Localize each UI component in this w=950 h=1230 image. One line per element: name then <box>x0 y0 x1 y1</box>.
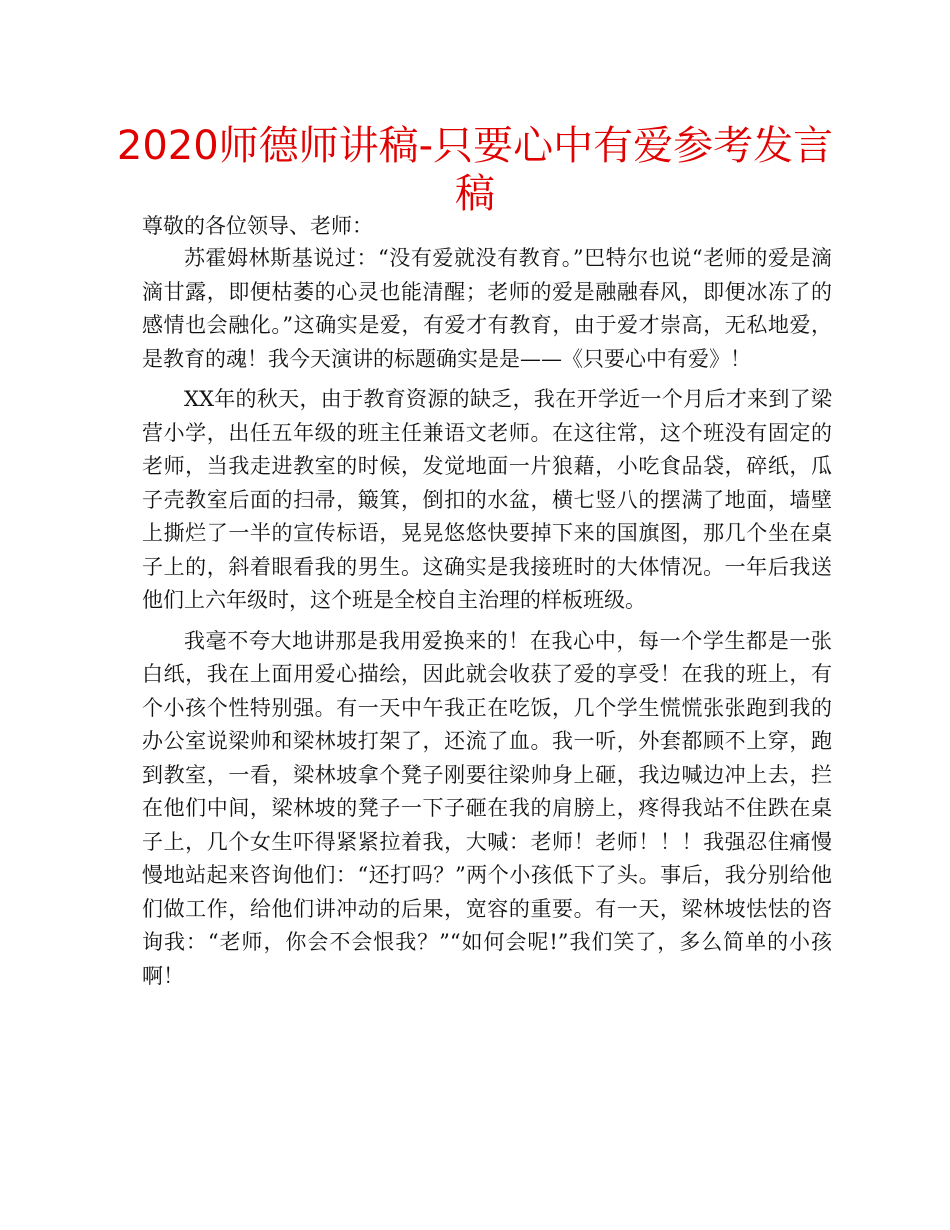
paragraph-1: 苏霍姆林斯基说过：“没有爱就没有教育。”巴特尔也说“老师的爱是滴滴甘露，即便枯萎的心灵也能清醒；老师的爱是融融春风，即便冰冻了的感情也会融化。”这确实是爱，有爱才有教育，由于爱才崇高，无私地爱，是教育的魂！我今天演讲的标题确实是是——《只要心中有爱》！ <box>142 246 832 371</box>
document-body <box>142 210 832 1000</box>
paragraph-2: XX年的秋天，由于教育资源的缺乏，我在开学近一个月后才来到了梁营小学，出任五年级的班主任兼语文老师。在这往常，这个班没有固定的老师，当我走进教室的时候，发觉地面一片狼藉，小吃食品袋，碎纸，瓜子壳教室后面的扫帚，簸箕，倒扣的水盆，横七竖八的摆满了地面，墙壁上撕烂了一半的宣传标语，晃晃悠悠快要掉下来的国旗图，那几个坐在桌子上的，斜着眼看我的男生。这确实是我接班时的大体情况。一年后我送他们上六年级时，这个班是全校自主治理的样板班级。 <box>142 387 832 612</box>
document-title: 2020师德师讲稿-只要心中有爱参考发言稿 <box>116 123 834 217</box>
salutation: 尊敬的各位领导、老师： <box>142 214 373 238</box>
paragraph-3: 我毫不夸大地讲那是我用爱换来的！在我心中，每一个学生都是一张白纸，我在上面用爱心描绘，因此就会收获了爱的享受！在我的班上，有个小孩个性特别强。有一天中午我正在吃饭，几个学生慌慌张张跑到我的办公室说梁帅和梁林坡打架了，还流了血。我一听，外套都顾不上穿，跑到教室，一看，梁林坡拿个凳子刚要往梁帅身上砸，我边喊边冲上去，拦在他们中间，梁林坡的凳子一下子砸在我的肩膀上，疼得我站不住跌在桌子上，几个女生吓得紧紧拉着我，大喊：老师！老师！！！我强忍住痛慢慢地站起来咨询他们：“还打吗？”两个小孩低下了头。事后，我分别给他们做工作，给他们讲冲动的后果，宽容的重要。有一天，梁林坡怯怯的咨询我：“老师，你会不会恨我？”“如何会呢!”我们笑了，多么简单的小孩啊！ <box>142 628 832 988</box>
